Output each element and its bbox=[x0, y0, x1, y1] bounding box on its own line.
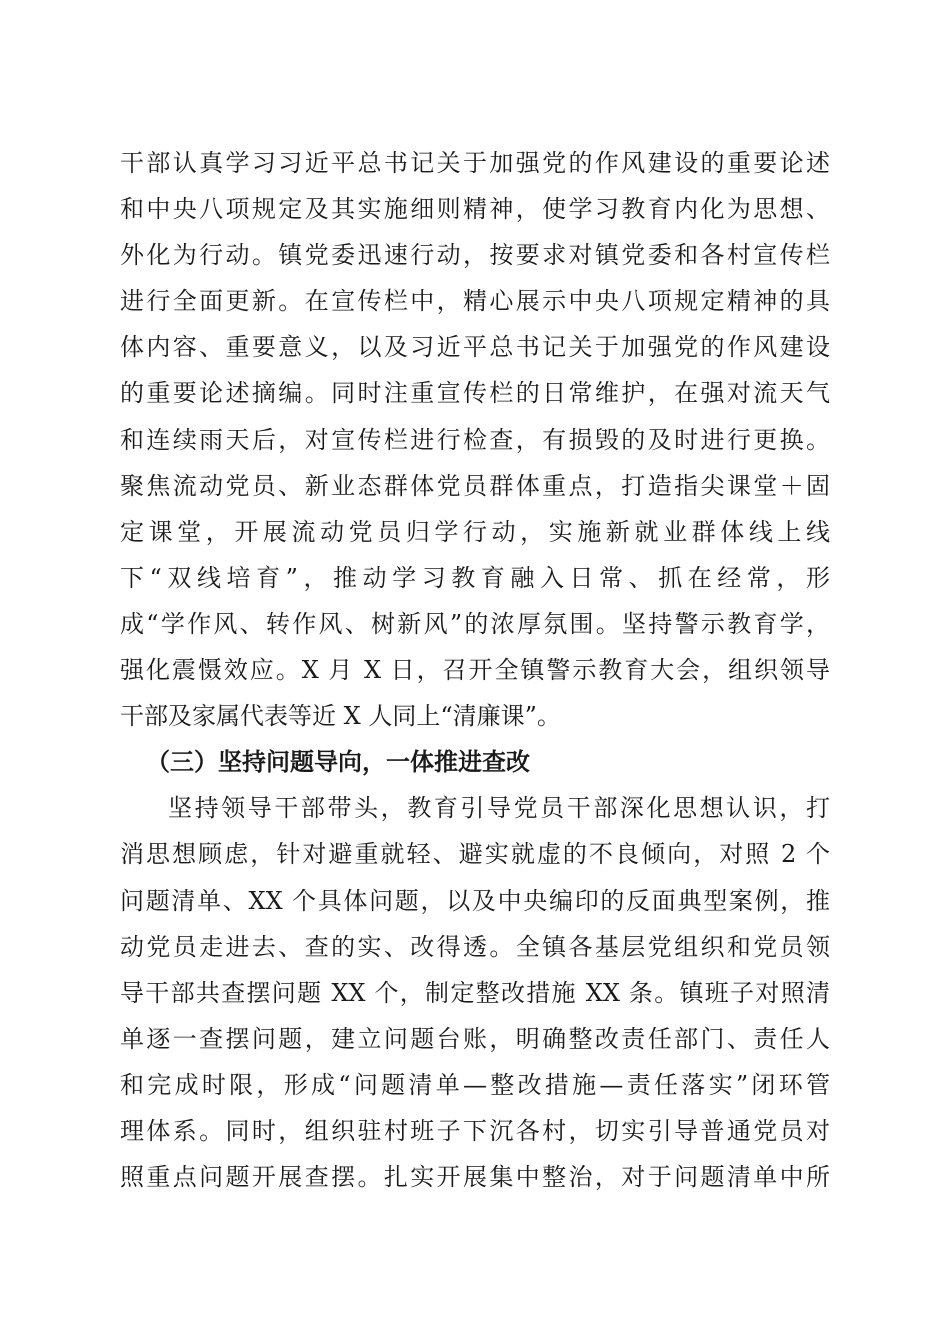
paragraph-line: 进行全面更新。在宣传栏中，精心展示中央八项规定精神的具 bbox=[120, 287, 830, 316]
paragraph-line: 下“双线培育”，推动学习教育融入日常、抓在经常，形 bbox=[120, 563, 830, 592]
paragraph-1 bbox=[120, 140, 830, 739]
paragraph-line: 导干部共查摆问题 XX 个，制定整改措施 XX 条。镇班子对照清 bbox=[120, 978, 830, 1007]
paragraph-line: 体内容、重要意义，以及习近平总书记关于加强党的作风建设 bbox=[120, 333, 830, 362]
paragraph-line: 和中央八项规定及其实施细则精神，使学习教育内化为思想、 bbox=[120, 195, 830, 224]
paragraph-line: 干部及家属代表等近 X 人同上“清廉课”。 bbox=[120, 702, 561, 731]
paragraph-line: 定课堂，开展流动党员归学行动，实施新就业群体线上线 bbox=[120, 517, 830, 546]
paragraph-line: 动党员走进去、查的实、改得透。全镇各基层党组织和党员领 bbox=[120, 932, 830, 961]
paragraph-line: 成“学作风、转作风、树新风”的浓厚氛围。坚持警示教育学， bbox=[120, 609, 830, 638]
paragraph-line: 聚焦流动党员、新业态群体党员群体重点，打造指尖课堂＋固 bbox=[120, 471, 830, 500]
paragraph-line: 的重要论述摘编。同时注重宣传栏的日常维护，在强对流天气 bbox=[120, 379, 830, 408]
paragraph-line: 理体系。同时，组织驻村班子下沉各村，切实引导普通党员对 bbox=[120, 1116, 830, 1145]
paragraph-line: 单逐一查摆问题，建立问题台账，明确整改责任部门、责任人 bbox=[120, 1024, 830, 1053]
paragraph-line: 和完成时限，形成“问题清单—整改措施—责任落实”闭环管 bbox=[120, 1070, 830, 1099]
paragraph-line: 干部认真学习习近平总书记关于加强党的作风建设的重要论述 bbox=[120, 149, 830, 177]
paragraph-line: 强化震慑效应。X 月 X 日，召开全镇警示教育大会，组织领导 bbox=[120, 656, 830, 685]
section-heading: （三）坚持问题导向，一体推进查改 bbox=[146, 747, 530, 777]
paragraph-line: 问题清单、XX 个具体问题，以及中央编印的反面典型案例，推 bbox=[120, 886, 830, 915]
paragraph-line: 外化为行动。镇党委迅速行动，按要求对镇党委和各村宣传栏 bbox=[120, 241, 830, 270]
paragraph-line: 消思想顾虑，针对避重就轻、避实就虚的不良倾向，对照 2 个 bbox=[120, 840, 830, 869]
paragraph-line: 和连续雨天后，对宣传栏进行检查，有损毁的及时进行更换。 bbox=[120, 425, 830, 454]
paragraph-line: 照重点问题开展查摆。扎实开展集中整治，对于问题清单中所 bbox=[120, 1163, 830, 1192]
paragraph-line: 坚持领导干部带头，教育引导党员干部深化思想认识，打 bbox=[168, 794, 830, 823]
document-body bbox=[120, 140, 830, 1200]
paragraph-2 bbox=[120, 785, 830, 1200]
